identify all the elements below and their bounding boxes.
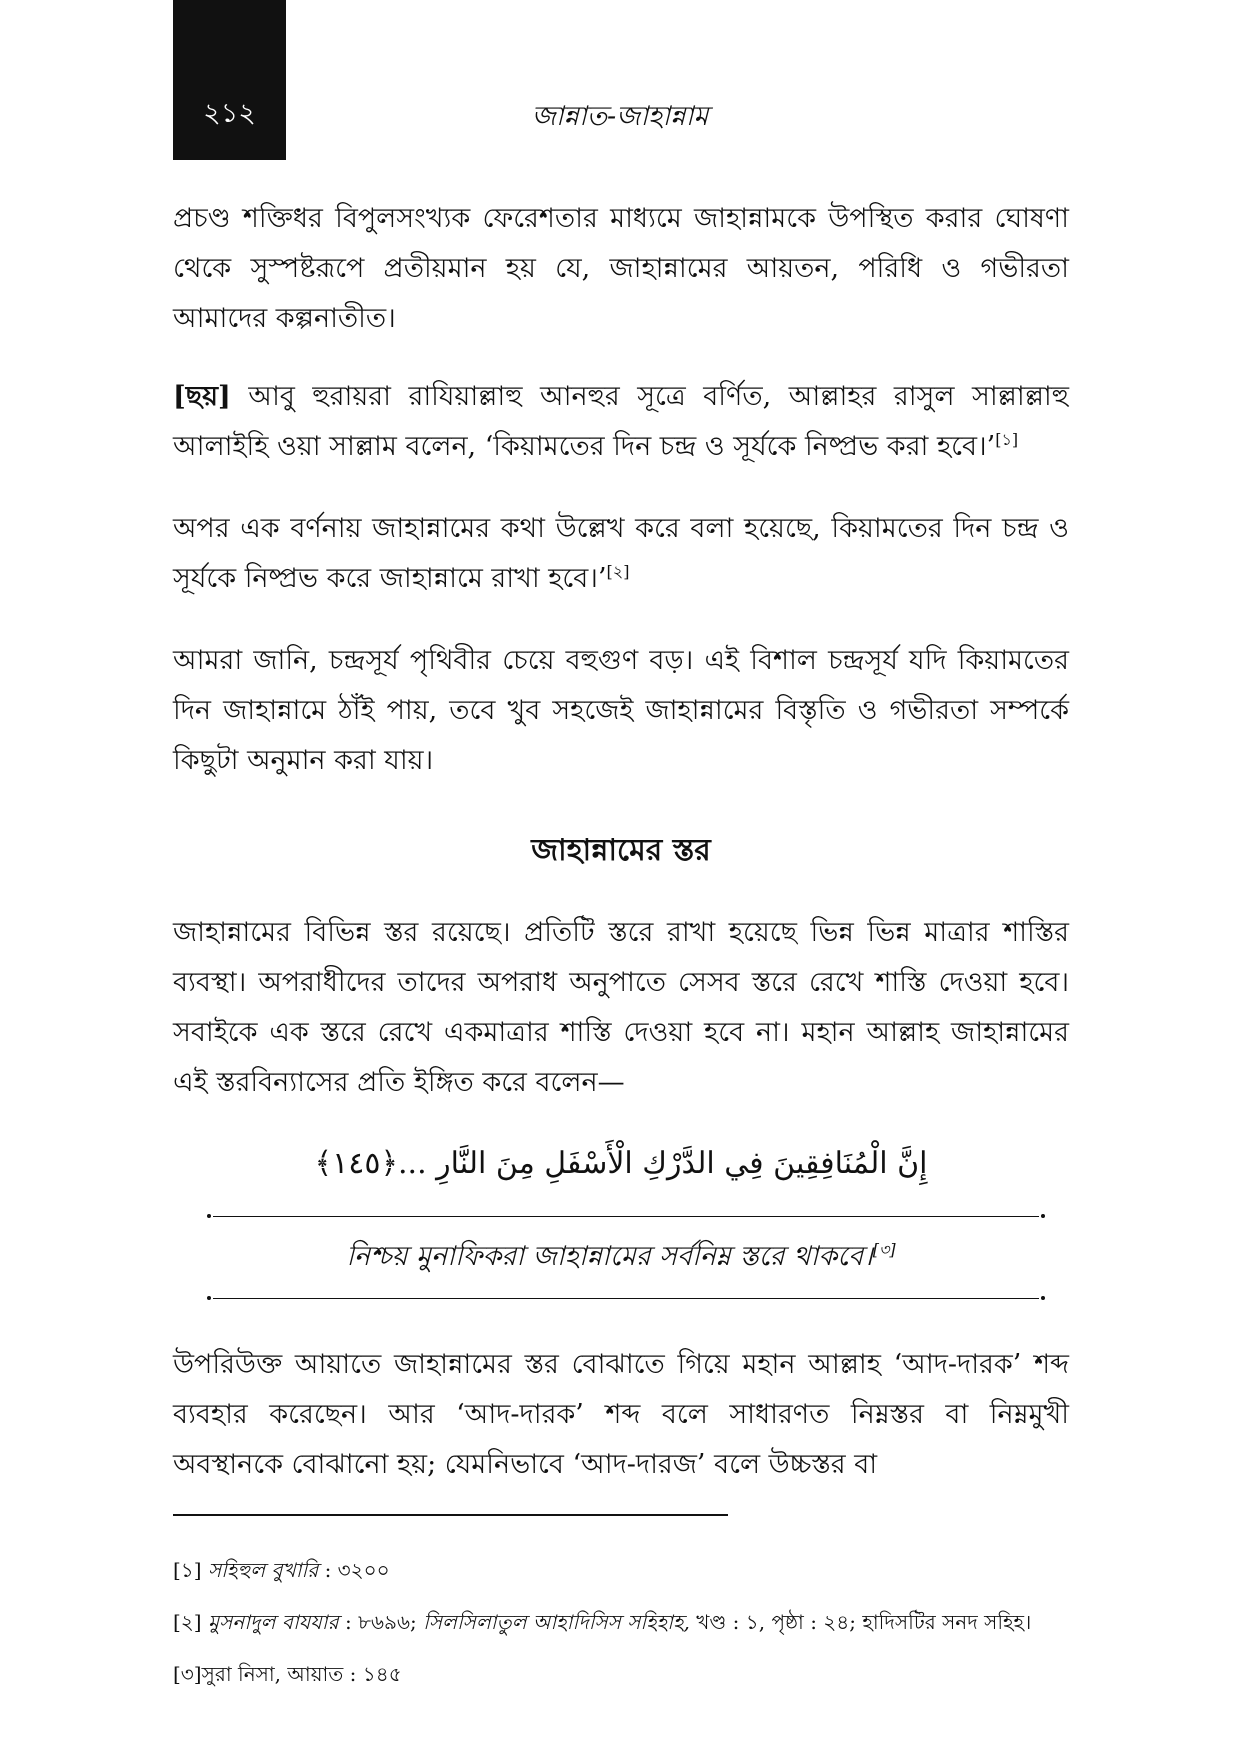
paragraph-1	[173, 194, 1069, 344]
footnote-source: সহিহুল বুখারি	[207, 1558, 319, 1582]
footnote-marker: [২]	[173, 1610, 202, 1634]
footnote-separator	[173, 1514, 728, 1516]
page-number: ২১২	[203, 98, 256, 129]
verse-rule-bottom	[213, 1298, 1039, 1299]
paragraph-3-text: অপর এক বর্ণনায় জাহান্নামের কথা উল্লেখ করে বলা হয়েছে, কিয়ামতের দিন চন্দ্র ও সূর্যকে নিষ্প্রভ করে জাহান্নামে রাখা হবে।’	[173, 513, 1069, 594]
closing-paragraph-text: উপরিউক্ত আয়াতে জাহান্নামের স্তর বোঝাতে গিয়ে মহান আল্লাহ ‘আদ-দারক’ শব্দ ব্যবহার করেছেন। আর ‘আদ-দারক’ শব্দ বলে সাধারণত নিম্নস্তর বা নিম্নমুখী অবস্থানকে বোঝানো হয়; যেমনিভাবে ‘আদ-দারজ’ বলে উচ্চস্তর বা	[173, 1349, 1069, 1480]
footnote-source: মুসনাদুল বাযযার	[207, 1610, 339, 1634]
verse-rule-top	[213, 1216, 1039, 1217]
closing-paragraph	[173, 1340, 1069, 1490]
verse-translation-text: নিশ্চয় মুনাফিকরা জাহান্নামের সর্বনিম্ন স্তরে থাকবে।	[346, 1241, 873, 1272]
hadith-marker: [ছয়]	[173, 381, 231, 412]
footnote-marker: [১]	[173, 1558, 202, 1582]
paragraph-2	[173, 372, 1069, 472]
footnote-detail-2: খণ্ড : ১, পৃষ্ঠা : ২৪; হাদিসটির সনদ সহিহ।	[689, 1610, 1032, 1634]
footnote-ref-2[interactable]: [২]	[606, 562, 630, 581]
footnote-source-2: সিলসিলাতুল আহাদিসিস সহিহাহ,	[423, 1610, 690, 1634]
paragraph-4	[173, 636, 1069, 786]
section-intro-paragraph	[173, 908, 1069, 1108]
section-intro-text: জাহান্নামের বিভিন্ন স্তর রয়েছে। প্রতিটি স্তরে রাখা হয়েছে ভিন্ন ভিন্ন মাত্রার শাস্তির ব্যবস্থা। অপরাধীদের তাদের অপরাধ অনুপাতে সেসব স্তরে রেখে শাস্তি দেওয়া হবে। সবাইকে এক স্তরে রেখে একমাত্রার শাস্তি দেওয়া হবে না। মহান আল্লাহ জাহান্নামের এই স্তরবিন্যাসের প্রতি ইঙ্গিত করে বলেন—	[173, 917, 1069, 1098]
footnote-ref-1[interactable]: [১]	[995, 430, 1019, 449]
footnote-1	[173, 1556, 1089, 1584]
verse-translation	[173, 1236, 1069, 1281]
footnote-detail: : ৮৬৯৬;	[338, 1610, 424, 1634]
paragraph-1-text: প্রচণ্ড শক্তিধর বিপুলসংখ্যক ফেরেশতার মাধ্যমে জাহান্নামকে উপস্থিত করার ঘোষণা থেকে সুস্পষ্টরূপে প্রতীয়মান হয় যে, জাহান্নামের আয়তন, পরিধি ও গভীরতা আমাদের কল্পনাতীত।	[173, 203, 1069, 334]
footnote-detail: সুরা নিসা, আয়াত : ১৪৫	[201, 1662, 402, 1686]
footnote-3	[173, 1660, 1089, 1688]
paragraph-2-text: আবু হুরায়রা রাযিয়াল্লাহু আনহুর সূত্রে বর্ণিত, আল্লাহর রাসুল সাল্লাল্লাহু আলাইহি ওয়া সাল্লাম বলেন, ‘কিয়ামতের দিন চন্দ্র ও সূর্যকে নিষ্প্রভ করা হবে।’	[173, 381, 1069, 462]
paragraph-3	[173, 504, 1069, 604]
paragraph-4-text: আমরা জানি, চন্দ্রসূর্য পৃথিবীর চেয়ে বহুগুণ বড়। এই বিশাল চন্দ্রসূর্য যদি কিয়ামতের দিন জাহান্নামে ঠাঁই পায়, তবে খুব সহজেই জাহান্নামের বিস্তৃতি ও গভীরতা সম্পর্কে কিছুটা অনুমান করা যায়।	[173, 645, 1069, 776]
section-heading: জাহান্নামের স্তর	[531, 833, 711, 868]
footnote-2	[173, 1608, 1089, 1636]
footnote-ref-3[interactable]: [৩]	[872, 1240, 896, 1259]
running-title: জান্নাত-জাহান্নাম	[531, 101, 709, 132]
footnote-marker: [৩]	[173, 1662, 202, 1686]
quran-verse-arabic: إِنَّ الْمُنَافِقِينَ فِي الدَّرْكِ الْأَسْفَلِ مِنَ النَّارِ ...﴿١٤٥﴾	[314, 1146, 928, 1181]
footnote-detail: : ৩২০০	[318, 1558, 390, 1582]
